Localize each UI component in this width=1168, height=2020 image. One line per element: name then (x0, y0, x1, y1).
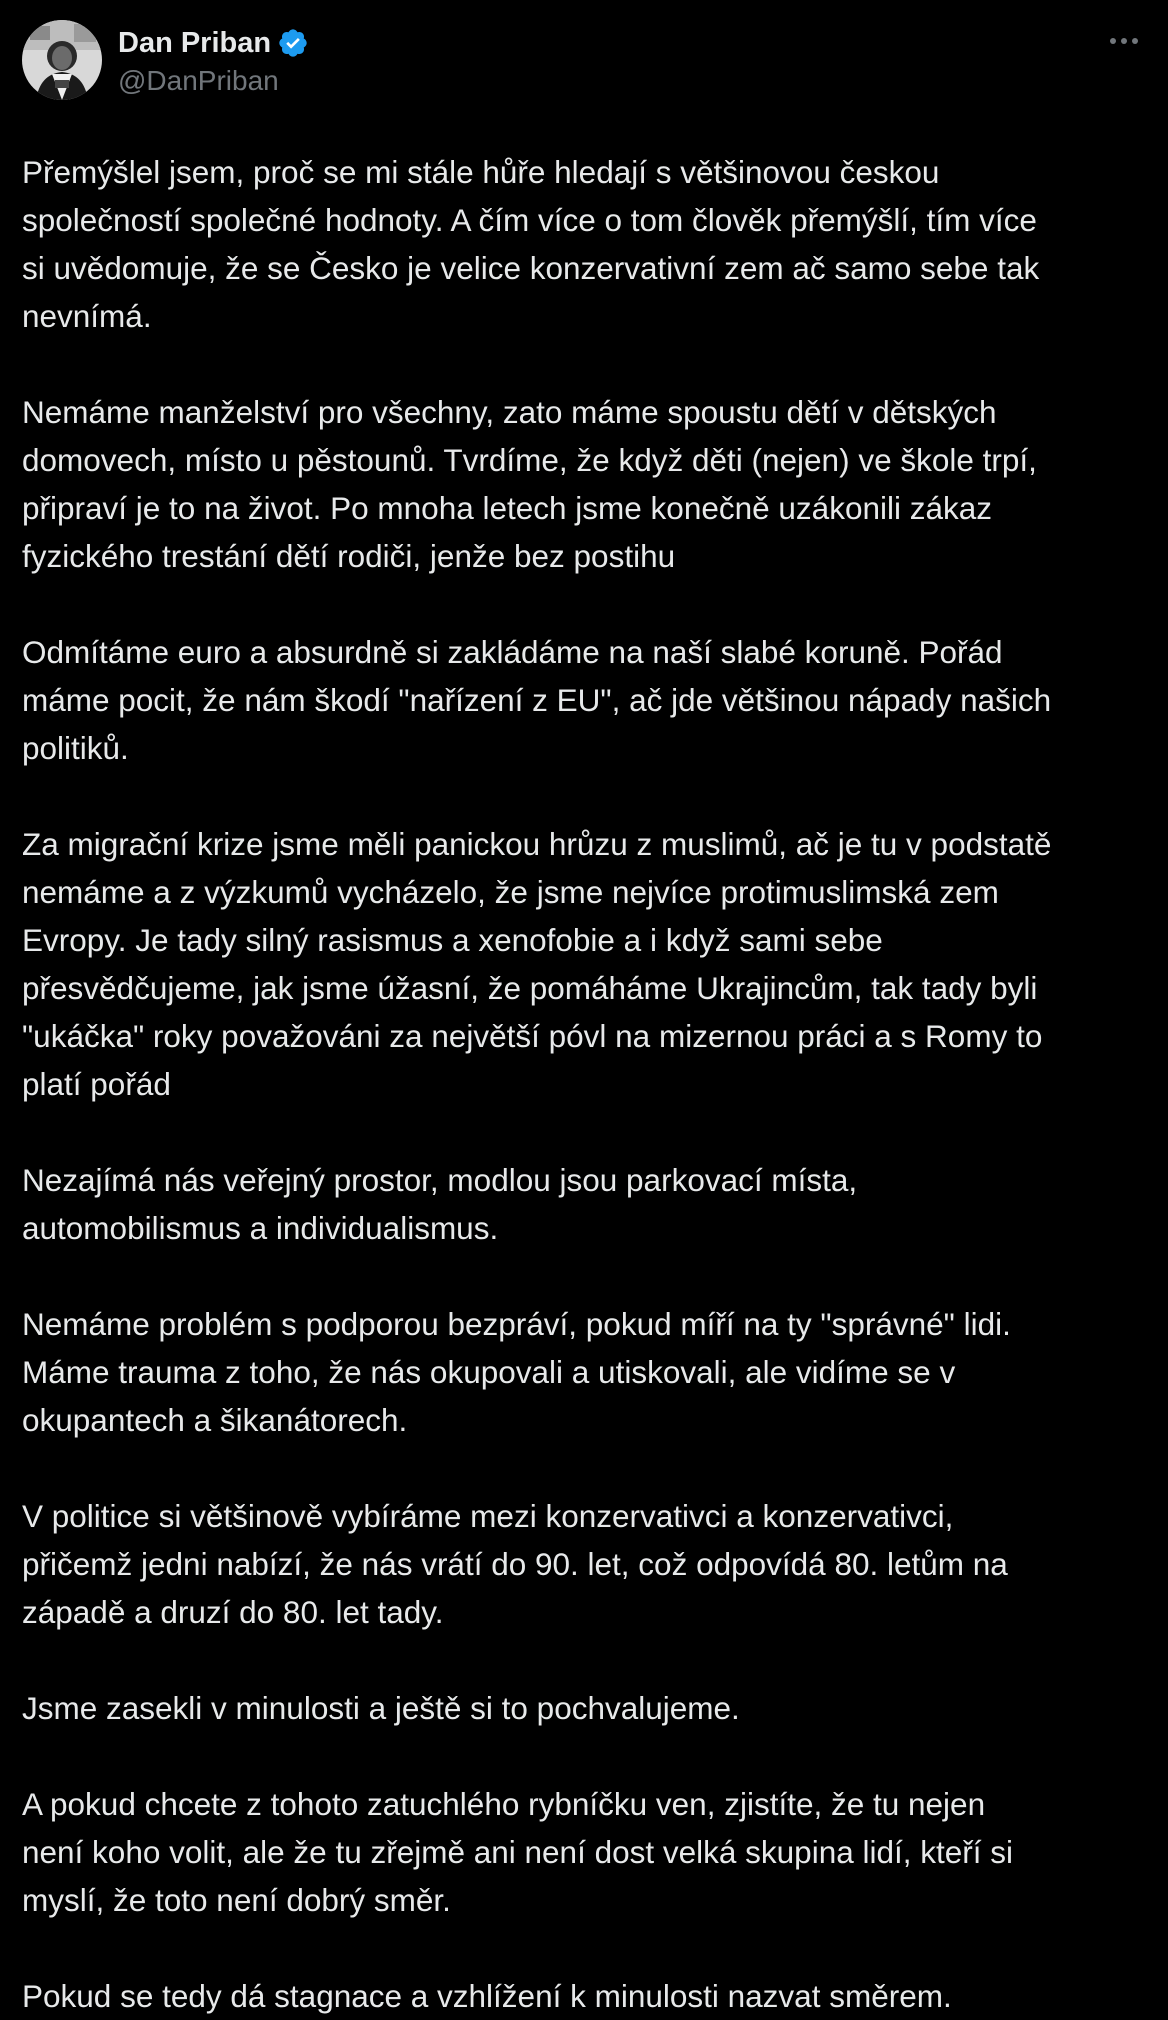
tweet-paragraph (22, 1492, 1152, 1636)
text-line: politiků. (22, 730, 129, 766)
tweet-paragraph (22, 1972, 1152, 2020)
text-line: myslí, že toto není dobrý směr. (22, 1882, 451, 1918)
handle[interactable]: @DanPriban (118, 65, 279, 96)
text-line: máme pocit, že nám škodí "nařízení z EU", ač jde většinou nápady našich (22, 682, 1052, 718)
text-line: A pokud chcete z tohoto zatuchlého rybníčku ven, zjistíte, že tu nejen (22, 1786, 986, 1822)
more-horizontal-icon[interactable] (1102, 22, 1146, 60)
text-line: nemáme a z výzkumů vycházelo, že jsme nejvíce protimuslimská zem (22, 874, 999, 910)
tweet-paragraph (22, 148, 1152, 340)
avatar[interactable] (22, 20, 102, 100)
author-names (118, 20, 309, 100)
text-line: fyzického trestání dětí rodiči, jenže bez postihu (22, 538, 676, 574)
text-line: platí pořád (22, 1066, 171, 1102)
tweet-paragraph (22, 388, 1152, 580)
tweet-paragraph (22, 628, 1152, 772)
name-row (118, 24, 309, 62)
text-line: Za migrační krize jsme měli panickou hrůzu z muslimů, ač je tu v podstatě (22, 826, 1052, 862)
verified-badge-icon[interactable] (277, 27, 309, 59)
text-line: Nemáme problém s podporou bezpráví, pokud míří na ty "správné" lidi. (22, 1306, 1011, 1342)
text-line: Pokud se tedy dá stagnace a vzhlížení k minulosti nazvat směrem. (22, 1978, 952, 2014)
tweet-paragraph (22, 820, 1152, 1108)
text-line: není koho volit, ale že tu zřejmě ani není dost velká skupina lidí, kteří si (22, 1834, 1014, 1870)
tweet-header (22, 20, 1146, 102)
text-line: okupantech a šikanátorech. (22, 1402, 408, 1438)
profile-photo-icon (22, 20, 102, 100)
tweet-paragraph (22, 1684, 1152, 1732)
text-line: společností společné hodnoty. A čím více o tom člověk přemýšlí, tím více (22, 202, 1037, 238)
tweet-text (22, 148, 1152, 2020)
display-name[interactable]: Dan Priban (118, 27, 272, 59)
text-line: Nezajímá nás veřejný prostor, modlou jsou parkovací místa, (22, 1162, 858, 1198)
tweet-paragraph (22, 1780, 1152, 1924)
text-line: V politice si většinově vybíráme mezi konzervativci a konzervativci, (22, 1498, 954, 1534)
text-line: přesvědčujeme, jak jsme úžasní, že pomáháme Ukrajincům, tak tady byli (22, 970, 1038, 1006)
tweet-paragraph (22, 1300, 1152, 1444)
text-line: domovech, místo u pěstounů. Tvrdíme, že když děti (nejen) ve škole trpí, (22, 442, 1037, 478)
text-line: přičemž jedni nabízí, že nás vrátí do 90. let, což odpovídá 80. letům na (22, 1546, 1008, 1582)
text-line: Odmítáme euro a absurdně si zakládáme na naší slabé koruně. Pořád (22, 634, 1003, 670)
text-line: automobilismus a individualismus. (22, 1210, 499, 1246)
text-line: Máme trauma z toho, že nás okupovali a utiskovali, ale vidíme se v (22, 1354, 956, 1390)
text-line: nevnímá. (22, 298, 152, 334)
text-line: Jsme zasekli v minulosti a ještě si to pochvalujeme. (22, 1690, 740, 1726)
text-line: Nemáme manželství pro všechny, zato máme spoustu dětí v dětských (22, 394, 997, 430)
text-line: "ukáčka" roky považováni za největší póvl na mizernou práci a s Romy to (22, 1018, 1043, 1054)
text-line: připraví je to na život. Po mnoha letech jsme konečně uzákonili zákaz (22, 490, 993, 526)
text-line: západě a druzí do 80. let tady. (22, 1594, 444, 1630)
text-line: Přemýšlel jsem, proč se mi stále hůře hledají s většinovou českou (22, 154, 940, 190)
text-line: si uvědomuje, že se Česko je velice konzervativní zem ač samo sebe tak (22, 250, 1040, 286)
tweet-paragraph (22, 1156, 1152, 1252)
text-line: Evropy. Je tady silný rasismus a xenofobie a i když sami sebe (22, 922, 883, 958)
